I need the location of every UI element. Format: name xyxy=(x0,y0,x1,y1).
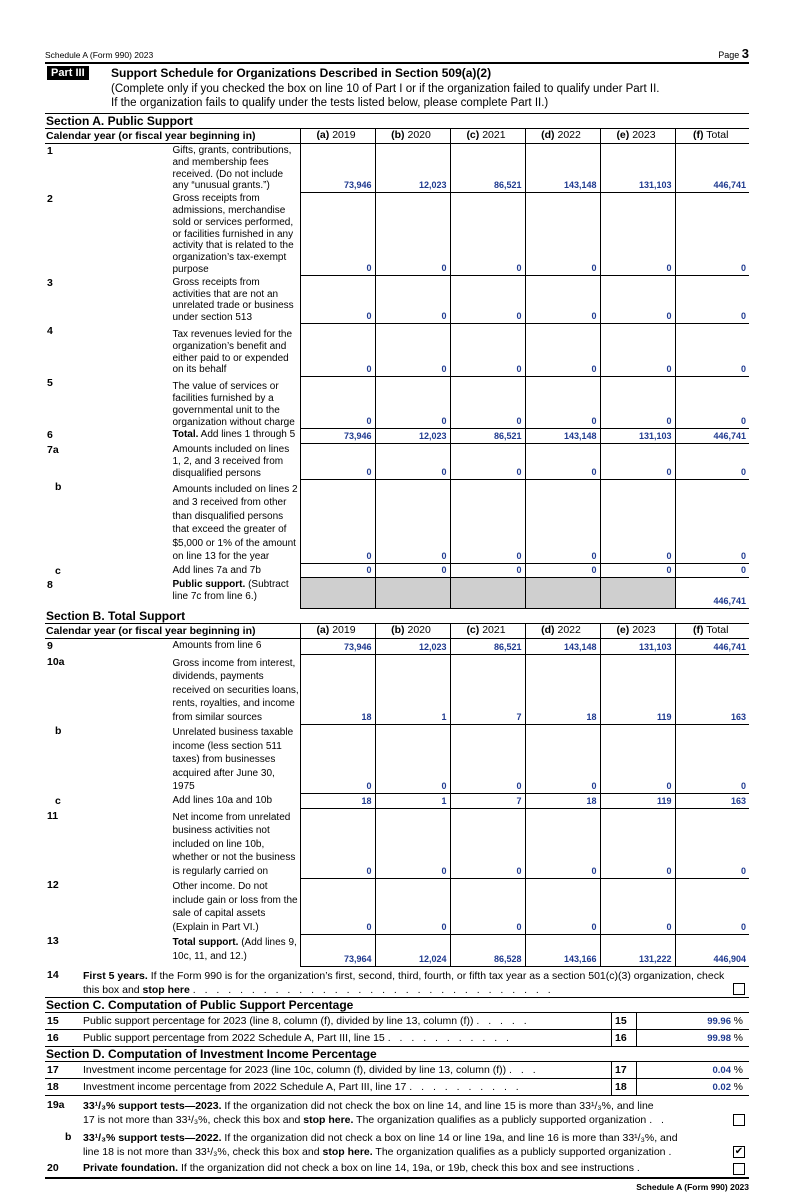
part-note-2: If the organization fails to qualify under the tests listed below, please complete Part II.) xyxy=(111,97,549,109)
public-support-pct-field[interactable]: 99.96 xyxy=(707,1015,731,1027)
col-header-f: (f) Total xyxy=(675,624,749,639)
amount-field[interactable]: 143,148 xyxy=(525,428,600,443)
amount-field[interactable]: 0 xyxy=(525,376,600,428)
col-header-e: (e) 2023 xyxy=(600,624,675,639)
line-box-label: 15 xyxy=(611,1013,637,1029)
total-field[interactable]: 0 xyxy=(675,376,749,428)
amount-field[interactable]: 18 xyxy=(525,794,600,809)
line-number: 6 xyxy=(47,429,53,442)
section-a-table xyxy=(45,129,749,609)
section-b-table xyxy=(45,624,749,967)
line-20-row xyxy=(45,1160,749,1179)
form-page xyxy=(45,44,749,1192)
line-description: Total. Add lines 1 through 5 xyxy=(172,429,296,441)
line-20-text: Private foundation. If the organization did not check a box on line 14, 19a, or 19b, check this box and see instructions . xyxy=(83,1161,643,1174)
line-3-row xyxy=(45,276,749,324)
amount-field[interactable]: 12,023 xyxy=(375,144,450,193)
total-field[interactable]: 0 xyxy=(675,443,749,479)
amount-field[interactable]: 0 xyxy=(450,376,525,428)
amount-field[interactable]: 0 xyxy=(375,878,450,934)
amount-field[interactable]: 0 xyxy=(375,192,450,276)
line-box-label: 18 xyxy=(611,1079,637,1095)
total-field[interactable]: 0 xyxy=(675,724,749,794)
col-header-d: (d) 2022 xyxy=(525,624,600,639)
amount-field[interactable]: 12,024 xyxy=(375,934,450,966)
amount-field[interactable]: 0 xyxy=(525,443,600,479)
amount-field[interactable]: 0 xyxy=(450,564,525,578)
line-15-row xyxy=(45,1013,749,1030)
line-number: c xyxy=(55,564,61,577)
col-header-f: (f) Total xyxy=(675,129,749,144)
part-badge: Part III xyxy=(47,66,89,80)
line-number: 18 xyxy=(47,1080,59,1093)
amount-field[interactable]: 0 xyxy=(375,480,450,564)
line-description: Gross receipts from admissions, merchandise sold or services performed, or facilities furnished in any activity that is related to the organization’s tax-exempt purpose xyxy=(172,193,294,275)
amount-field[interactable]: 0 xyxy=(600,324,675,376)
amount-field[interactable]: 0 xyxy=(600,878,675,934)
amount-field[interactable]: 0 xyxy=(525,324,600,376)
total-field[interactable]: 446,741 xyxy=(675,144,749,193)
line-description: Total support. (Add lines 9, 10c, 11, and 12.) xyxy=(172,937,297,962)
amount-field[interactable]: 0 xyxy=(600,192,675,276)
page-number-label: Page 3 xyxy=(718,46,749,61)
amount-field[interactable]: 119 xyxy=(600,794,675,809)
amount-field[interactable]: 0 xyxy=(600,276,675,324)
amount-field[interactable]: 86,521 xyxy=(450,144,525,193)
section-c-title: Section C. Computation of Public Support Percentage xyxy=(45,998,749,1013)
line-number: 3 xyxy=(47,276,53,289)
line-7b-row xyxy=(45,480,749,564)
line-description: Net income from unrelated business activities not included on line 10b, whether or not the business is regularly carried on xyxy=(172,811,296,877)
line-description: Tax revenues levied for the organization’s benefit and either paid to or expended on its behalf xyxy=(172,328,293,376)
prior-public-support-pct-field[interactable]: 99.98 xyxy=(707,1032,731,1044)
amount-field[interactable]: 0 xyxy=(300,878,375,934)
col-header-d: (d) 2022 xyxy=(525,129,600,144)
shaded-cell xyxy=(375,578,450,609)
line-2-row xyxy=(45,192,749,276)
total-field[interactable]: 0 xyxy=(675,809,749,879)
line-15-text: Public support percentage for 2023 (line 8, column (f), divided by line 13, column (f)) . . . . . xyxy=(83,1014,530,1027)
line-18-row xyxy=(45,1079,749,1096)
amount-field[interactable]: 0 xyxy=(450,443,525,479)
amount-field[interactable]: 73,946 xyxy=(300,428,375,443)
amount-field[interactable]: 0 xyxy=(525,809,600,879)
col-header-c: (c) 2021 xyxy=(450,129,525,144)
line-number: 4 xyxy=(47,324,53,337)
amount-field[interactable]: 73,964 xyxy=(300,934,375,966)
amount-field[interactable]: 73,946 xyxy=(300,639,375,655)
amount-field[interactable]: 119 xyxy=(600,655,675,725)
page-number: 3 xyxy=(741,46,749,61)
percent-sign: % xyxy=(733,1014,743,1027)
support-test-2023-checkbox[interactable] xyxy=(733,1114,745,1126)
amount-field[interactable]: 18 xyxy=(525,655,600,725)
line-description: Add lines 10a and 10b xyxy=(172,794,273,806)
part-title-block xyxy=(111,66,659,111)
part-note-1: (Complete only if you checked the box on line 10 of Part I or if the organization failed to qualify under Part II. xyxy=(111,82,660,95)
line-description: Amounts from line 6 xyxy=(172,640,262,652)
total-field[interactable]: 0 xyxy=(675,324,749,376)
line-number: b xyxy=(55,480,62,493)
amount-field[interactable]: 12,023 xyxy=(375,639,450,655)
amount-field[interactable]: 0 xyxy=(450,724,525,794)
amount-field[interactable]: 0 xyxy=(300,724,375,794)
amount-field[interactable]: 0 xyxy=(600,724,675,794)
amount-field[interactable]: 143,148 xyxy=(525,639,600,655)
line-description: Add lines 7a and 7b xyxy=(172,564,261,576)
amount-field[interactable]: 0 xyxy=(600,564,675,578)
line-16-row xyxy=(45,1030,749,1047)
amount-field[interactable]: 0 xyxy=(525,564,600,578)
line-number: 2 xyxy=(47,193,53,206)
amount-field[interactable]: 0 xyxy=(300,192,375,276)
amount-field[interactable]: 0 xyxy=(375,324,450,376)
support-test-2022-checkbox[interactable] xyxy=(733,1146,745,1158)
section-b-title: Section B. Total Support xyxy=(45,609,749,624)
amount-field[interactable]: 0 xyxy=(300,480,375,564)
amount-field[interactable]: 131,222 xyxy=(600,934,675,966)
amount-field[interactable]: 1 xyxy=(375,655,450,725)
col-header-b: (b) 2020 xyxy=(375,624,450,639)
amount-field[interactable]: 0 xyxy=(300,564,375,578)
line-13-row xyxy=(45,934,749,966)
line-number: c xyxy=(55,794,61,807)
page-header xyxy=(45,44,749,62)
line-number: 20 xyxy=(47,1161,59,1174)
amount-field[interactable]: 0 xyxy=(450,324,525,376)
line-number: 12 xyxy=(47,879,59,892)
line-9-row xyxy=(45,639,749,655)
first-5-years-checkbox[interactable] xyxy=(733,983,745,995)
part-iii-header xyxy=(45,62,749,113)
col-header-a: (a) 2019 xyxy=(300,129,375,144)
line-number: 14 xyxy=(47,968,59,981)
section-b-column-header xyxy=(45,624,749,639)
amount-field[interactable]: 86,521 xyxy=(450,639,525,655)
line-19b-row xyxy=(45,1128,749,1160)
amount-field[interactable]: 131,103 xyxy=(600,428,675,443)
amount-field[interactable]: 143,166 xyxy=(525,934,600,966)
private-foundation-checkbox[interactable] xyxy=(733,1163,745,1175)
line-12-row xyxy=(45,878,749,934)
line-10a-row xyxy=(45,655,749,725)
line-10b-row xyxy=(45,724,749,794)
amount-field[interactable]: 18 xyxy=(300,655,375,725)
total-field[interactable]: 163 xyxy=(675,794,749,809)
line-number: 5 xyxy=(47,377,53,390)
line-box-label: 17 xyxy=(611,1062,637,1078)
section-a-column-header xyxy=(45,129,749,144)
line-4-row xyxy=(45,324,749,376)
amount-field[interactable]: 0 xyxy=(525,480,600,564)
amount-field[interactable]: 0 xyxy=(300,376,375,428)
total-field[interactable]: 0 xyxy=(675,480,749,564)
line-number: 17 xyxy=(47,1063,59,1076)
line-10c-row xyxy=(45,794,749,809)
line-number: 16 xyxy=(47,1031,59,1044)
amount-field[interactable]: 0 xyxy=(600,480,675,564)
line-14-row xyxy=(45,967,749,998)
amount-field[interactable]: 0 xyxy=(375,376,450,428)
line-7c-row xyxy=(45,564,749,578)
line-19a-row xyxy=(45,1096,749,1128)
amount-field[interactable]: 0 xyxy=(525,276,600,324)
investment-income-pct-field[interactable]: 0.04 xyxy=(712,1064,731,1076)
amount-field[interactable]: 0 xyxy=(375,809,450,879)
line-16-text: Public support percentage from 2022 Schedule A, Part III, line 15 . . . . . . . . . . . xyxy=(83,1031,512,1044)
line-19b-text: 33¹/₃% support tests—2022. If the organization did not check a box on line 14 or line 19a, and line 16 is more than 33¹/₃%, and line 18 is not more than 33¹/₃%, check this box and stop here. The organization qualifies as a publicly supported organization . xyxy=(83,1131,678,1159)
line-number: 9 xyxy=(47,640,53,653)
line-7a-row xyxy=(45,443,749,479)
line-number: 7a xyxy=(47,444,59,457)
line-19a-text: 33¹/₃% support tests—2023. If the organization did not check the box on line 14, and line 15 is more than 33¹/₃%, and line 17 is not more than 33¹/₃%, check this box and stop here. The organization qualifies as a publicly supported organization . . xyxy=(83,1099,667,1127)
line-description: Other income. Do not include gain or loss from the sale of capital assets (Explain in Part VI.) xyxy=(172,881,298,933)
line-5-row xyxy=(45,376,749,428)
amount-field[interactable]: 0 xyxy=(375,724,450,794)
amount-field[interactable]: 0 xyxy=(600,443,675,479)
line-6-row xyxy=(45,428,749,443)
amount-field[interactable]: 0 xyxy=(450,276,525,324)
line-description: Public support. (Subtract line 7c from line 6.) xyxy=(172,578,289,602)
line-description: Unrelated business taxable income (less section 511 taxes) from businesses acquired after June 30, 1975 xyxy=(172,727,294,793)
part-title: Support Schedule for Organizations Described in Section 509(a)(2) xyxy=(111,66,492,80)
prior-investment-income-pct-field[interactable]: 0.02 xyxy=(712,1081,731,1093)
amount-field[interactable]: 0 xyxy=(600,376,675,428)
year-label: Calendar year (or fiscal year beginning in) xyxy=(45,624,300,639)
shaded-cell xyxy=(300,578,375,609)
shaded-cell xyxy=(600,578,675,609)
line-number: 13 xyxy=(47,935,59,948)
amount-field[interactable]: 0 xyxy=(525,724,600,794)
amount-field[interactable]: 0 xyxy=(375,443,450,479)
total-field[interactable]: 446,741 xyxy=(675,428,749,443)
amount-field[interactable]: 12,023 xyxy=(375,428,450,443)
total-field[interactable]: 446,741 xyxy=(675,578,749,609)
page-footer: Schedule A (Form 990) 2023 xyxy=(636,1181,749,1192)
amount-field[interactable]: 7 xyxy=(450,655,525,725)
col-header-c: (c) 2021 xyxy=(450,624,525,639)
line-description: The value of services or facilities furnished by a governmental unit to the organization without charge xyxy=(172,381,295,428)
amount-field[interactable]: 0 xyxy=(450,809,525,879)
line-number: b xyxy=(55,725,62,738)
total-field[interactable]: 0 xyxy=(675,192,749,276)
amount-field[interactable]: 0 xyxy=(300,443,375,479)
percent-sign: % xyxy=(733,1031,743,1044)
amount-field[interactable]: 0 xyxy=(450,878,525,934)
amount-field[interactable]: 0 xyxy=(525,878,600,934)
line-11-row xyxy=(45,809,749,879)
amount-field[interactable]: 131,103 xyxy=(600,144,675,193)
year-label: Calendar year (or fiscal year beginning in) xyxy=(45,129,300,144)
amount-field[interactable]: 143,148 xyxy=(525,144,600,193)
amount-field[interactable]: 0 xyxy=(450,480,525,564)
total-field[interactable]: 0 xyxy=(675,878,749,934)
total-field[interactable]: 163 xyxy=(675,655,749,725)
amount-field[interactable]: 0 xyxy=(525,192,600,276)
line-17-row xyxy=(45,1062,749,1079)
section-a-title: Section A. Public Support xyxy=(45,113,749,129)
amount-field[interactable]: 0 xyxy=(300,809,375,879)
total-field[interactable]: 446,904 xyxy=(675,934,749,966)
amount-field[interactable]: 0 xyxy=(600,809,675,879)
line-description: Gross income from interest, dividends, payments received on securities loans, rents, royalties, and income from similar sources xyxy=(172,657,299,723)
amount-field[interactable]: 73,946 xyxy=(300,144,375,193)
line-8-row xyxy=(45,578,749,609)
total-field[interactable]: 446,741 xyxy=(675,639,749,655)
section-d-title: Section D. Computation of Investment Income Percentage xyxy=(45,1047,749,1062)
shaded-cell xyxy=(525,578,600,609)
amount-field[interactable]: 0 xyxy=(375,564,450,578)
total-field[interactable]: 0 xyxy=(675,564,749,578)
line-description: Gifts, grants, contributions, and membership fees received. (Do not include any “unusual grants.”) xyxy=(172,145,292,192)
line-description: Amounts included on lines 2 and 3 received from other than disqualified persons that exceed the greater of $5,000 or 1% of the amount on line 13 for the year xyxy=(172,483,298,563)
amount-field[interactable]: 131,103 xyxy=(600,639,675,655)
line-1-row xyxy=(45,144,749,193)
amount-field[interactable]: 0 xyxy=(375,276,450,324)
percent-sign: % xyxy=(733,1063,743,1076)
col-header-b: (b) 2020 xyxy=(375,129,450,144)
col-header-a: (a) 2019 xyxy=(300,624,375,639)
shaded-cell xyxy=(450,578,525,609)
amount-field[interactable]: 7 xyxy=(450,794,525,809)
line-14-text: First 5 years. If the Form 990 is for the organization’s first, second, third, fourth, or fifth tax year as a section 501(c)(3) organization, check this box and stop here . . . . . . . . . . . . . . . . . . . . . . . . . . . . . . . xyxy=(83,969,725,996)
line-number: 1 xyxy=(47,145,53,157)
line-18-text: Investment income percentage from 2022 Schedule A, Part III, line 17 . . . . . . . . . . xyxy=(83,1080,522,1093)
amount-field[interactable]: 86,521 xyxy=(450,428,525,443)
line-description: Amounts included on lines 1, 2, and 3 received from disqualified persons xyxy=(172,444,290,479)
line-box-label: 16 xyxy=(611,1030,637,1046)
line-number: 8 xyxy=(47,578,53,591)
line-number: 11 xyxy=(47,809,59,822)
line-number: 15 xyxy=(47,1014,59,1027)
percent-sign: % xyxy=(733,1080,743,1093)
form-name: Schedule A (Form 990) 2023 xyxy=(45,50,154,60)
checkmark-icon: ✔ xyxy=(734,1145,744,1157)
amount-field[interactable]: 18 xyxy=(300,794,375,809)
amount-field[interactable]: 0 xyxy=(450,192,525,276)
line-number: 10a xyxy=(47,655,65,668)
amount-field[interactable]: 0 xyxy=(300,324,375,376)
line-number: 19a xyxy=(47,1098,65,1111)
line-number: b xyxy=(65,1130,72,1143)
total-field[interactable]: 0 xyxy=(675,276,749,324)
amount-field[interactable]: 0 xyxy=(300,276,375,324)
line-17-text: Investment income percentage for 2023 (line 10c, column (f), divided by line 13, column (f)) . . . xyxy=(83,1063,539,1076)
line-description: Gross receipts from activities that are not an unrelated trade or business under section 513 xyxy=(172,276,294,324)
amount-field[interactable]: 1 xyxy=(375,794,450,809)
col-header-e: (e) 2023 xyxy=(600,129,675,144)
amount-field[interactable]: 86,528 xyxy=(450,934,525,966)
